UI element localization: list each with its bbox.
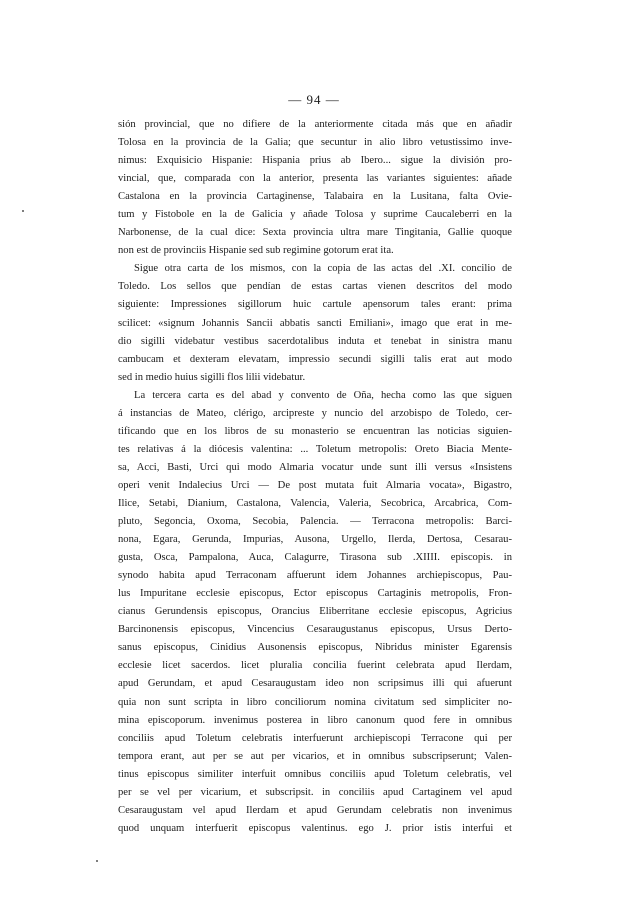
text-line: Sigue otra carta de los mismos, con la copia de las actas del .XI. concilio de (134, 263, 512, 275)
text-line: quia non sunt scripta in libro conciliorum nomina civitatum sed simpliciter no- (118, 696, 512, 708)
text-line: synodo habita apud Terraconam affuerunt idem Johannes archiepiscopus, Pau- (118, 570, 512, 582)
scan-speck (96, 860, 98, 862)
text-line: á instancias de Mateo, clérigo, arcipreste y nuncio del arzobispo de Toledo, cer- (118, 407, 512, 419)
text-line: Barcinonensis episcopus, Vincencius Cesaraugustanus episcopus, Ursus Derto- (118, 624, 512, 636)
text-line: Tolosa en la provincia de la Galia; que secuntur in alio libro vetustissimo inve- (118, 137, 512, 149)
paragraph (118, 116, 512, 260)
text-line: sanus episcopus, Cinidius Ausonensis episcopus, Nibridus minister Egarensis (118, 642, 512, 654)
text-line: sa, Acci, Basti, Urci qui modo Almaria vocatur unde sunt illi versus «Insistens (118, 461, 512, 473)
text-line: per se vel per vicarium, et subscripsit. in conciliis apud Cartaginem vel apud (118, 786, 512, 798)
text-line: operi venit Indalecius Urci — De post mutata fuit Almaria vocata», Bigastro, (118, 479, 512, 491)
text-line: quod unquam interfuerit episcopus valentinus. ego J. prior istis interfui et (118, 822, 512, 834)
text-line: sed in medio huius sigilli flos lilii videbatur. (118, 371, 306, 383)
text-line: conciliis apud Toletum celebratis interfuerunt archiepiscopi Terracone qui per (118, 732, 512, 744)
text-line: Ilice, Setabi, Dianium, Castalona, Valencia, Valeria, Secobrica, Arcabrica, Com- (118, 497, 512, 509)
text-line: ecclesie licet sacerdos. licet pluralia concilia fuerint celebrata apud Ilerdam, (118, 660, 512, 672)
text-line: tempora erant, aut per se aut per vicarios, et in omnibus subscripserunt; Valen- (118, 750, 512, 762)
paragraph (118, 260, 512, 386)
text-line: mina episcoporum. invenimus posterea in libro canonum quod fere in omnibus (118, 714, 512, 726)
text-line: Castalona en la provincia Cartaginense, Talabaira en la Lusitana, falta Ovie- (118, 191, 512, 203)
text-line: nimus: Exquisicio Hispanie: Hispania prius ab Ibero... sigue la división pro- (118, 155, 512, 167)
text-line: La tercera carta es del abad y convento de Oña, hecha como las que siguen (134, 389, 512, 401)
scan-speck (22, 210, 24, 212)
text-line: Toledo. Los sellos que pendían de estas cartas vienen descritos del modo (118, 281, 512, 293)
text-line: sión provincial, que no difiere de la anteriormente citada más que en añadir (118, 119, 512, 130)
text-line: vincial, que, comparada con la anterior, presenta las variantes siguientes: añade (118, 173, 512, 185)
text-line: scilicet: «signum Johannis Sancii abbatis sancti Emiliani», imago que erat in me- (118, 317, 512, 329)
text-line: dio sigilli videbatur vestibus sacerdotalibus induta et tenebat in sinistra manu (118, 335, 512, 347)
text-line: lus Impuritane ecclesie episcopus, Ector episcopus Cartaginis metropolis, Fron- (118, 588, 512, 600)
text-line: gusta, Osca, Pampalona, Auca, Calagurre, Tirasona sub .XIIII. episcopis. in (118, 552, 512, 564)
text-line: tes relativas á la diócesis valentina: ... Toletum metropolis: Oreto Biacia Mente- (118, 443, 512, 455)
text-line: cambucam et dexteram elevatam, impressio secundi sigilli talis erat aut modo (118, 353, 512, 365)
text-line: cianus Gerundensis episcopus, Orancius Eliberritane ecclesie episcopus, Agricius (118, 606, 512, 618)
page-number: — 94 — (288, 92, 340, 107)
text-line: Narbonense, de la cual dice: Sexta provincia ultra mare Tingitania, Gallie quoque (118, 227, 512, 239)
text-line: Cesaraugustam vel apud Ilerdam et apud Gerundam celebratis non invenimus (118, 804, 512, 816)
text-line: non est de provinciis Hispanie sed sub regimine gotorum erat ita. (118, 245, 394, 257)
paragraph (118, 387, 512, 838)
body-text (118, 116, 512, 838)
text-line: tum y Fistobole en la de Galicia y añade Tolosa y suprime Caucaleberri en la (118, 209, 512, 221)
text-line: tificando que en los libros de su monasterio se encuentran las noticias siguien- (118, 425, 512, 437)
text-line: nona, Egara, Gerunda, Impurias, Ausona, Urgello, Ilerda, Dertosa, Cesarau- (118, 534, 512, 546)
text-line: tinus episcopus similiter interfuit omnibus conciliis apud Toletum celebratis, vel (118, 768, 512, 780)
text-line: pluto, Segoncia, Oxoma, Secobia, Palencia. — Terracona metropolis: Barci- (118, 516, 512, 528)
text-line: siguiente: Impressiones sigillorum huic cartule apensorum tales erant: prima (118, 299, 512, 311)
text-line: apud Gerundam, et apud Cesaraugustam ideo non scripsimus illi qui afuerunt (118, 678, 512, 690)
